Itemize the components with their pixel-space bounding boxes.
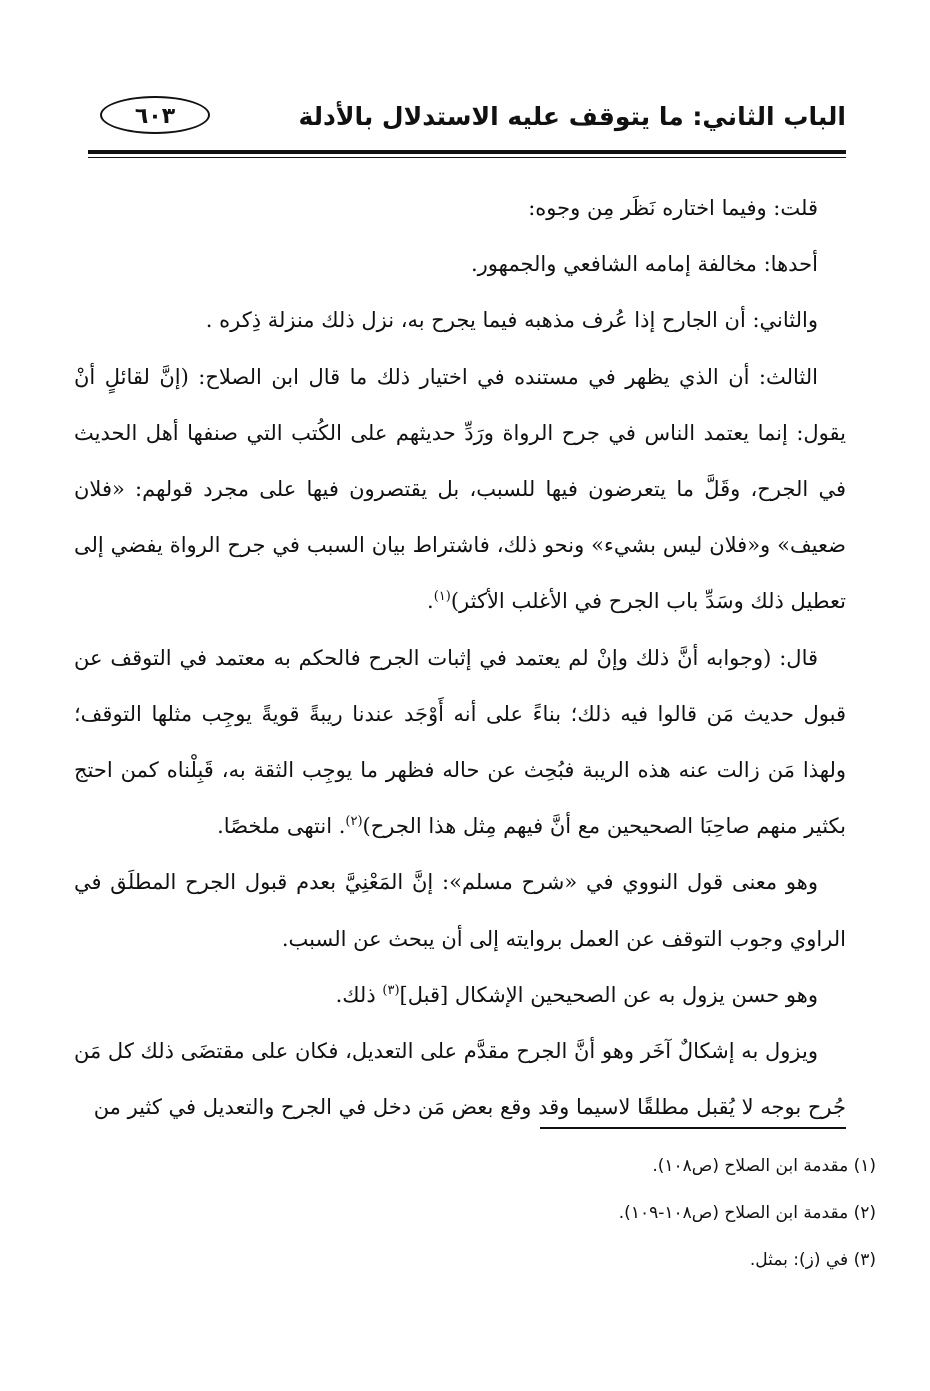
footnote-marker: (٢) [345,814,363,830]
page-number: ٦٠٣ [100,96,210,134]
paragraph: وهو حسن يزول به عن الصحيحين الإشكال [قبل]$^{(٣)}$ ذلك. [335,982,818,1007]
footnote: (٢) مقدمة ابن الصلاح (ص١٠٨-١٠٩). [618,1203,876,1223]
main-text [74,180,846,1135]
header-rule-thin [88,157,846,158]
running-header [86,96,846,146]
footnote-marker: (١) [433,589,451,605]
paragraph: قلت: وفيما اختاره نَظَر مِن وجوه: [528,196,818,220]
paragraph: أحدها: مخالفة إمامه الشافعي والجمهور. [470,252,818,277]
paragraph: وهو معنى قول النووي في «شرح مسلم»: إنَّ المَعْنِيَّ بعدم قبول الجرح المطلَق في الراوي وجوب التوقف عن العمل بروايته إلى أن يبحث عن السبب. [74,870,846,951]
footnotes [120,1143,876,1284]
paragraph: قال: (وجوابه أنَّ ذلك وإنْ لم يعتمد في إثبات الجرح فالحكم به معتمد في التوقف عن قبول حديث مَن قالوا فيه ذلك؛ بناءً على أنه أَوْجَد عندنا ريبةً قويةً يوجِب مثلها التوقف؛ ولهذا مَن زالت عنه هذه الريبة فبُحِث عن حاله فظهر ما يوجِب الثقة به، قَبِلْناه كمن احتج بكثير منهم صاحِبَا الصحيحين مع أنَّ فيهم مِثل هذا الجرح)$^{(٢)}$. انتهى ملخصًا. [74,645,847,839]
footnote-marker: (٣) [382,982,400,998]
header-rule-thick [88,150,846,154]
footnote: (١) مقدمة ابن الصلاح (ص١٠٨). [652,1156,876,1176]
chapter-title: الباب الثاني: ما يتوقف عليه الاستدلال بالأدلة [298,102,846,131]
footnote-separator [540,1127,846,1129]
paragraph: ويزول به إشكالٌ آخَر وهو أنَّ الجرح مقدَّم على التعديل، فكان على مقتضَى ذلك كل مَن جُرح بوجه لا يُقبل مطلقًا لاسيما وقد وقع بعض مَن دخل في الجرح والتعديل في كثير من [74,1039,846,1120]
paragraph: والثاني: أن الجارح إذا عُرف مذهبه فيما يجرح به، نزل ذلك منزلة ذِكره . [205,308,818,333]
footnote: (٣) في (ز): بمثل. [749,1250,876,1270]
paragraph: الثالث: أن الذي يظهر في مستنده في اختيار ذلك ما قال ابن الصلاح: (إنَّ لقائلٍ أنْ يقول: إنما يعتمد الناس في جرح الرواة ورَدِّ حديثهم على الكُتب التي صنفها أهل الحديث في الجرح، وقَلَّ ما يتعرضون فيها للسبب، بل يقتصرون فيها على مجرد قولهم: «فلان ضعيف» و«فلان ليس بشيء» ونحو ذلك، فاشتراط بيان السبب في جرح الرواة يفضي إلى تعطيل ذلك وسَدِّ باب الجرح في الأغلب الأكثر)$^{(١)}$. [74,364,846,614]
